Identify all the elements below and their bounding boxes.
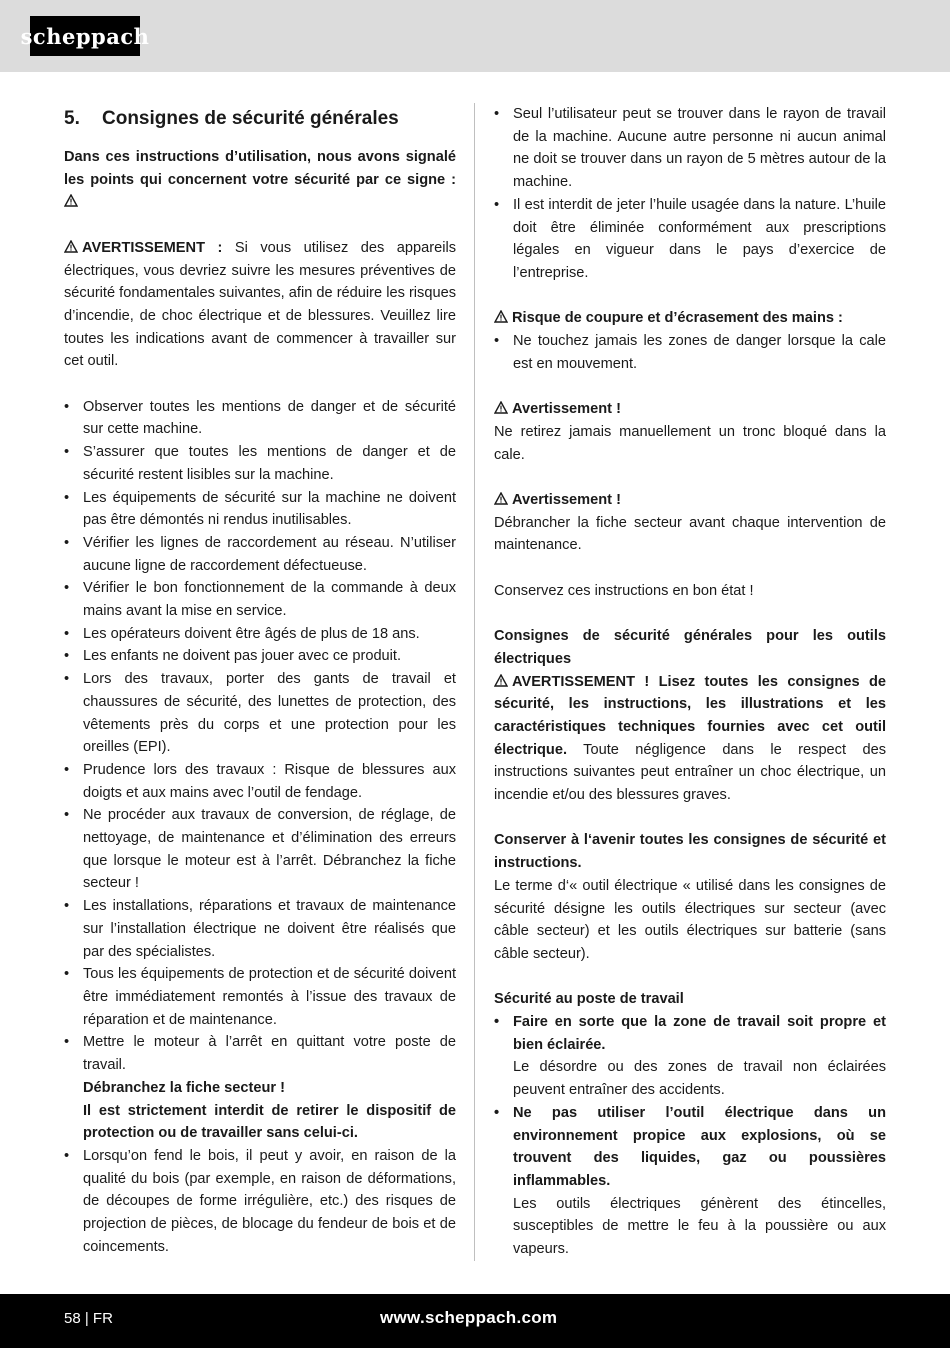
intro-text: Dans ces instructions d’utilisation, nous avons signalé les points qui concernent votre sécurité par ce signe : [64,149,456,188]
electric-warning-text: Toute négligence dans le respect des instructions suivantes peut entraîner un choc électrique, un incendie et/ou des blessures graves. [494,741,886,804]
list-item: • Observer toutes les mentions de danger et de sécurité sur cette machine. [64,396,456,441]
list-item: • Les équipements de sécurité sur la machine ne doivent pas être démontés ni rendus inutilisables. [64,487,456,532]
list-item-bold: Débranchez la fiche secteur ! [83,1079,285,1096]
list-item-bold: Il est strictement interdit de retirer le dispositif de protection ou de travailler sans celui-ci. [83,1102,456,1142]
list-item: • Les enfants ne doivent pas jouer avec ce produit. [64,645,456,668]
scheppach-logo: scheppach [30,16,140,56]
warning-text: Si vous utilisez des appareils électriques, vous devriez suivre les mesures préventives de sécurité fondamentales suivantes, afin de réduire les risques d’incendie, de choc électrique et de blessures. Veuillez lire toutes les indications avant de commencer à travailler sur cet outil. [64,239,456,370]
crush-title: Risque de coupure et d’écrasement des mains : [512,310,843,327]
crush-heading [494,307,886,330]
workplace-heading: Sécurité au poste de travail [494,991,684,1008]
page-header [0,0,950,72]
section-title: Consignes de sécurité générales [102,108,399,129]
warning-triangle-icon [494,401,509,414]
list-item: • Prudence lors des travaux : Risque de blessures aux doigts et aux mains avec l’outil de fendage. [64,759,456,804]
warning-triangle-icon [494,310,509,323]
list-item: • Lorsqu’on fend le bois, il peut y avoir, en raison de la qualité du bois (par exemple, en raison de déformations, de découpes de forme irrégulière, etc.) des risques de projection de pièces, de blocage du fendeur de bois et de coincements. [64,1145,456,1259]
list-item-text: Mettre le moteur à l’arrêt en quittant votre poste de travail. [83,1034,456,1074]
list-item: • Lors des travaux, porter des gants de travail et chaussures de sécurité, des lunettes de protection, des vêtements près du corps et une protection pour les oreilles (EPI). [64,668,456,759]
electric-tools-heading: Consignes de sécurité générales pour les outils électriques [494,628,886,667]
intro-paragraph [64,146,456,214]
list-item: • S’assurer que toutes les mentions de danger et de sécurité restent lisibles sur la machine. [64,441,456,486]
keep-instructions-text: Conservez ces instructions en bon état ! [494,582,754,599]
page-number: 58 | FR [64,1310,113,1327]
list-item-text: Le désordre ou des zones de travail non éclairées peuvent entraîner des accidents. [513,1059,886,1099]
page-footer [0,1294,950,1348]
list-item-bold: Ne pas utiliser l’outil électrique dans un environnement propice aux explosions, où se trouvent des liquides, gaz ou poussières inflammables. [513,1104,886,1189]
warning-title: Avertissement ! [512,401,621,418]
crush-list [494,330,886,375]
section-heading [64,106,456,132]
warning-heading [494,398,886,421]
list-item: • Les opérateurs doivent être âgés de plus de 18 ans. [64,623,456,646]
section-number: 5. [64,108,80,129]
safety-list [64,396,456,1259]
list-item [64,1031,456,1145]
list-item: • Vérifier les lignes de raccordement au réseau. N’utiliser aucune ligne de raccordement défectueuse. [64,532,456,577]
list-item: • Seul l’utilisateur peut se trouver dans le rayon de travail de la machine. Aucune autre personne ni aucun animal ne doit se trouver dans un rayon de 5 mètres autour de la machine. [494,103,886,194]
warning-triangle-icon [494,492,509,505]
warning-triangle-icon [64,194,79,207]
conserve-text: Le terme d‘« outil électrique « utilisé dans les consignes de sécurité désigne les outils électriques sur secteur (avec câble secteur) et les outils électriques sur batterie (sans câble secteur). [494,877,886,962]
workplace-list [494,1011,886,1261]
list-item [494,1011,886,1102]
right-column [494,103,886,1261]
electric-warning-bold: AVERTISSEMENT ! Lisez toutes les consignes de sécurité, les instructions, les illustrations et les caractéristiques techniques fournies avec cet outil électrique. [494,673,886,758]
warning-text: Ne retirez jamais manuellement un tronc bloqué dans la cale. [494,423,886,463]
list-item-bold: Faire en sorte que la zone de travail soit propre et bien éclairée. [513,1014,886,1053]
website-url: www.scheppach.com [380,1308,558,1327]
warning-heading [494,489,886,512]
list-item: • Tous les équipements de protection et de sécurité doivent être immédiatement remontés à l’issue des travaux de réparation et de maintenance. [64,963,456,1031]
list-item [494,1102,886,1261]
warning-label: AVERTISSEMENT : [82,239,223,256]
left-column [64,103,456,1258]
column-divider [474,103,475,1261]
warning-paragraph [64,237,456,373]
safety-list [494,103,886,285]
conserve-heading: Conserver à l‘avenir toutes les consignes de sécurité et instructions. [494,832,886,872]
warning-triangle-icon [64,240,79,253]
list-item: • Les installations, réparations et travaux de maintenance sur l’installation électrique ne doivent être réalisés que par des spécialistes. [64,895,456,963]
warning-title: Avertissement ! [512,491,621,508]
warning-text: Débrancher la fiche secteur avant chaque intervention de maintenance. [494,514,886,554]
list-item: • Ne procéder aux travaux de conversion, de réglage, de nettoyage, de maintenance et d’élimination des erreurs que lorsque le moteur est à l’arrêt. Débranchez la fiche secteur ! [64,804,456,895]
list-item: • Il est interdit de jeter l’huile usagée dans la nature. L’huile doit être éliminée conformément aux prescriptions légales en vigueur dans le pays d’exercice de l’entreprise. [494,194,886,285]
list-item: • Ne touchez jamais les zones de danger lorsque la cale est en mouvement. [494,330,886,375]
electric-warning-paragraph [494,671,886,807]
list-item: • Vérifier le bon fonctionnement de la commande à deux mains avant la mise en service. [64,577,456,622]
list-item-text: Les outils électriques génèrent des étincelles, susceptibles de mettre le feu à la poussière ou aux vapeurs. [513,1195,886,1258]
warning-triangle-icon [494,674,509,687]
